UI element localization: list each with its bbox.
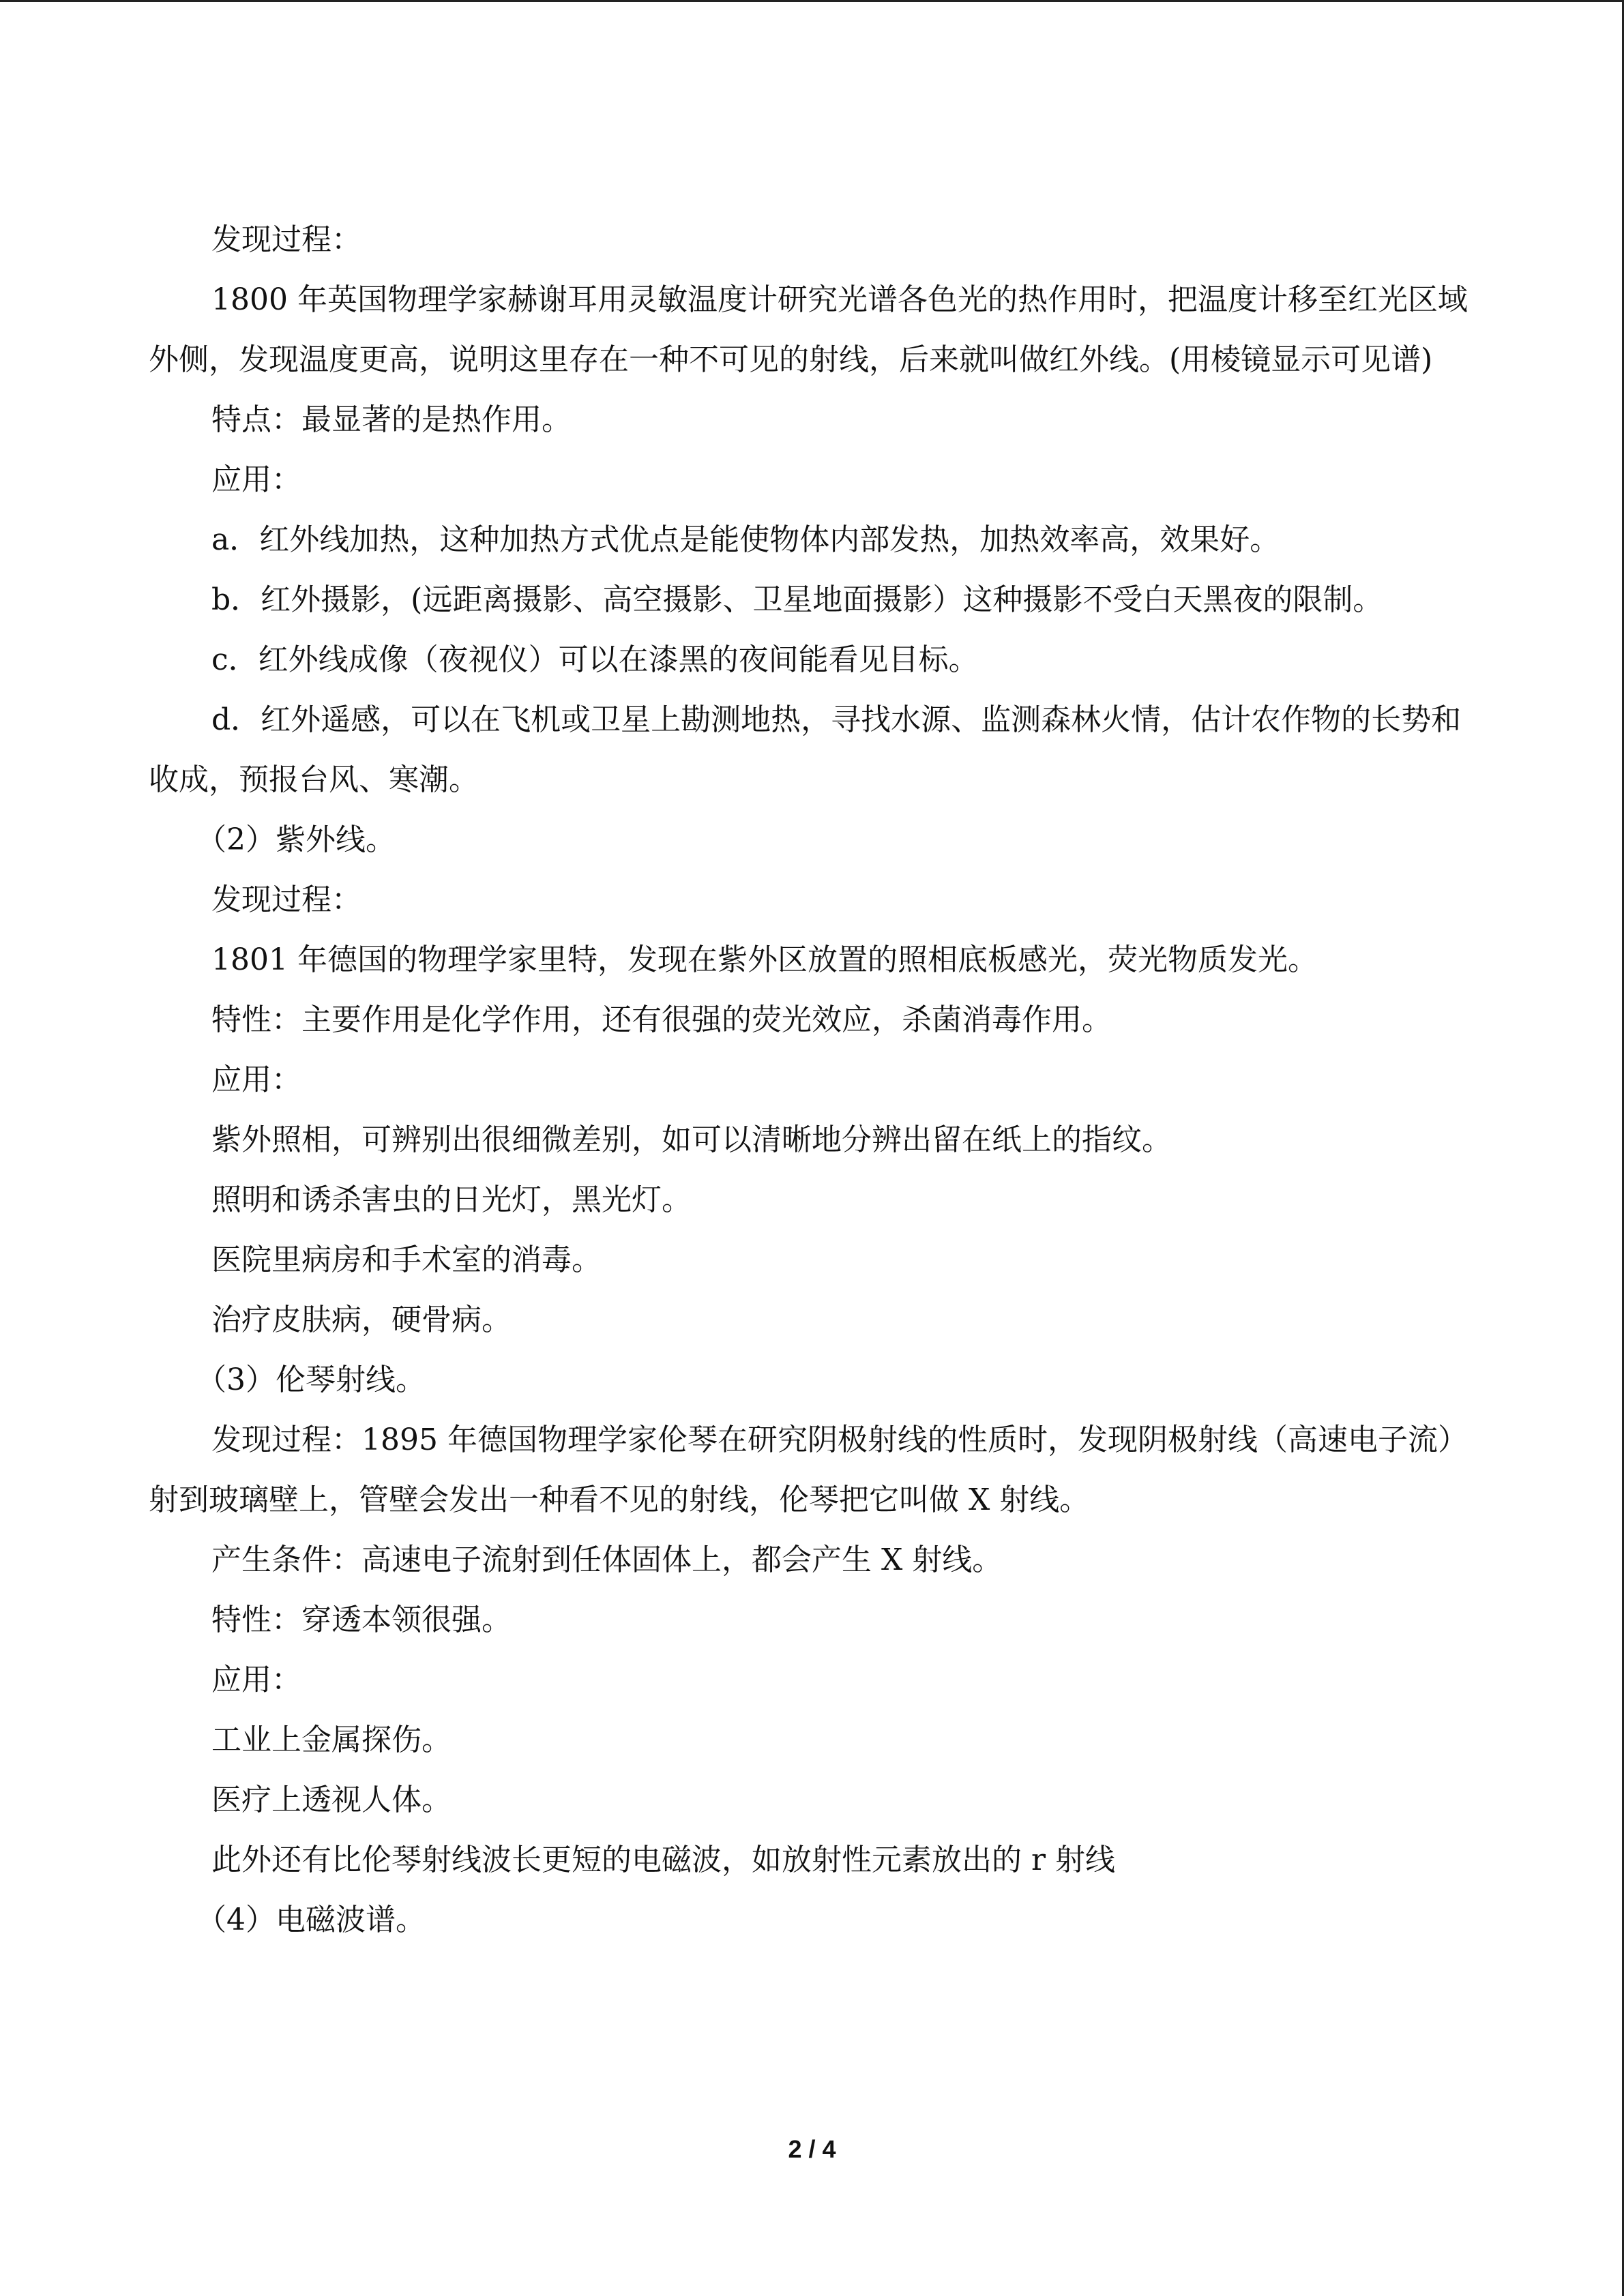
paragraph: c．红外线成像（夜视仪）可以在漆黑的夜间能看见目标。 xyxy=(211,642,979,677)
paragraph: 发现过程： xyxy=(211,222,361,257)
paragraph: 发现过程：1895 年德国物理学家伦琴在研究阴极射线的性质时，发现阴极射线（高速电子流）射到玻璃壁上，管壁会发出一种看不见的射线，伦琴把它叫做 X 射线。 xyxy=(149,1422,1468,1517)
paragraph: 特点：最显著的是热作用。 xyxy=(211,402,572,437)
paragraph: 工业上金属探伤。 xyxy=(211,1723,452,1757)
paragraph: 特性：穿透本领很强。 xyxy=(211,1602,512,1637)
paragraph: 照明和诱杀害虫的日光灯，黑光灯。 xyxy=(211,1182,692,1217)
paragraph: 紫外照相，可辨别出很细微差别，如可以清晰地分辨出留在纸上的指纹。 xyxy=(211,1122,1172,1157)
paragraph: b．红外摄影，(远距离摄影、高空摄影、卫星地面摄影）这种摄影不受白天黑夜的限制。 xyxy=(211,582,1383,617)
paragraph: 1801 年德国的物理学家里特，发现在紫外区放置的照相底板感光，荧光物质发光。 xyxy=(211,942,1318,977)
paragraph: 治疗皮肤病，硬骨病。 xyxy=(211,1302,512,1337)
paragraph: 1800 年英国物理学家赫谢耳用灵敏温度计研究光谱各色光的热作用时，把温度计移至红光区域外侧，发现温度更高，说明这里存在一种不可见的射线，后来就叫做红外线。(用棱镜显示可见谱) xyxy=(149,282,1468,377)
section-heading: （2）紫外线。 xyxy=(196,822,396,857)
document-body xyxy=(149,210,1479,1950)
paragraph: 医疗上透视人体。 xyxy=(211,1783,452,1817)
paragraph: 特性：主要作用是化学作用，还有很强的荧光效应，杀菌消毒作用。 xyxy=(211,1002,1112,1037)
paragraph: 医院里病房和手术室的消毒。 xyxy=(211,1242,602,1277)
paragraph: 产生条件：高速电子流射到任体固体上，都会产生 X 射线。 xyxy=(211,1542,1003,1577)
paragraph: 应用： xyxy=(211,1062,301,1097)
paragraph: 应用： xyxy=(211,1663,301,1697)
page-number: 2 / 4 xyxy=(788,2135,836,2163)
section-heading: （4）电磁波谱。 xyxy=(196,1903,426,1937)
paragraph: d．红外遥感，可以在飞机或卫星上勘测地热，寻找水源、监测森林火情，估计农作物的长势和收成，预报台风、寒潮。 xyxy=(149,702,1462,797)
paragraph: 此外还有比伦琴射线波长更短的电磁波，如放射性元素放出的 r 射线 xyxy=(211,1843,1116,1877)
paragraph: a．红外线加热，这种加热方式优点是能使物体内部发热，加热效率高，效果好。 xyxy=(211,522,1280,557)
paragraph: 发现过程： xyxy=(211,882,361,917)
section-heading: （3）伦琴射线。 xyxy=(196,1362,426,1397)
paragraph: 应用： xyxy=(211,462,301,497)
